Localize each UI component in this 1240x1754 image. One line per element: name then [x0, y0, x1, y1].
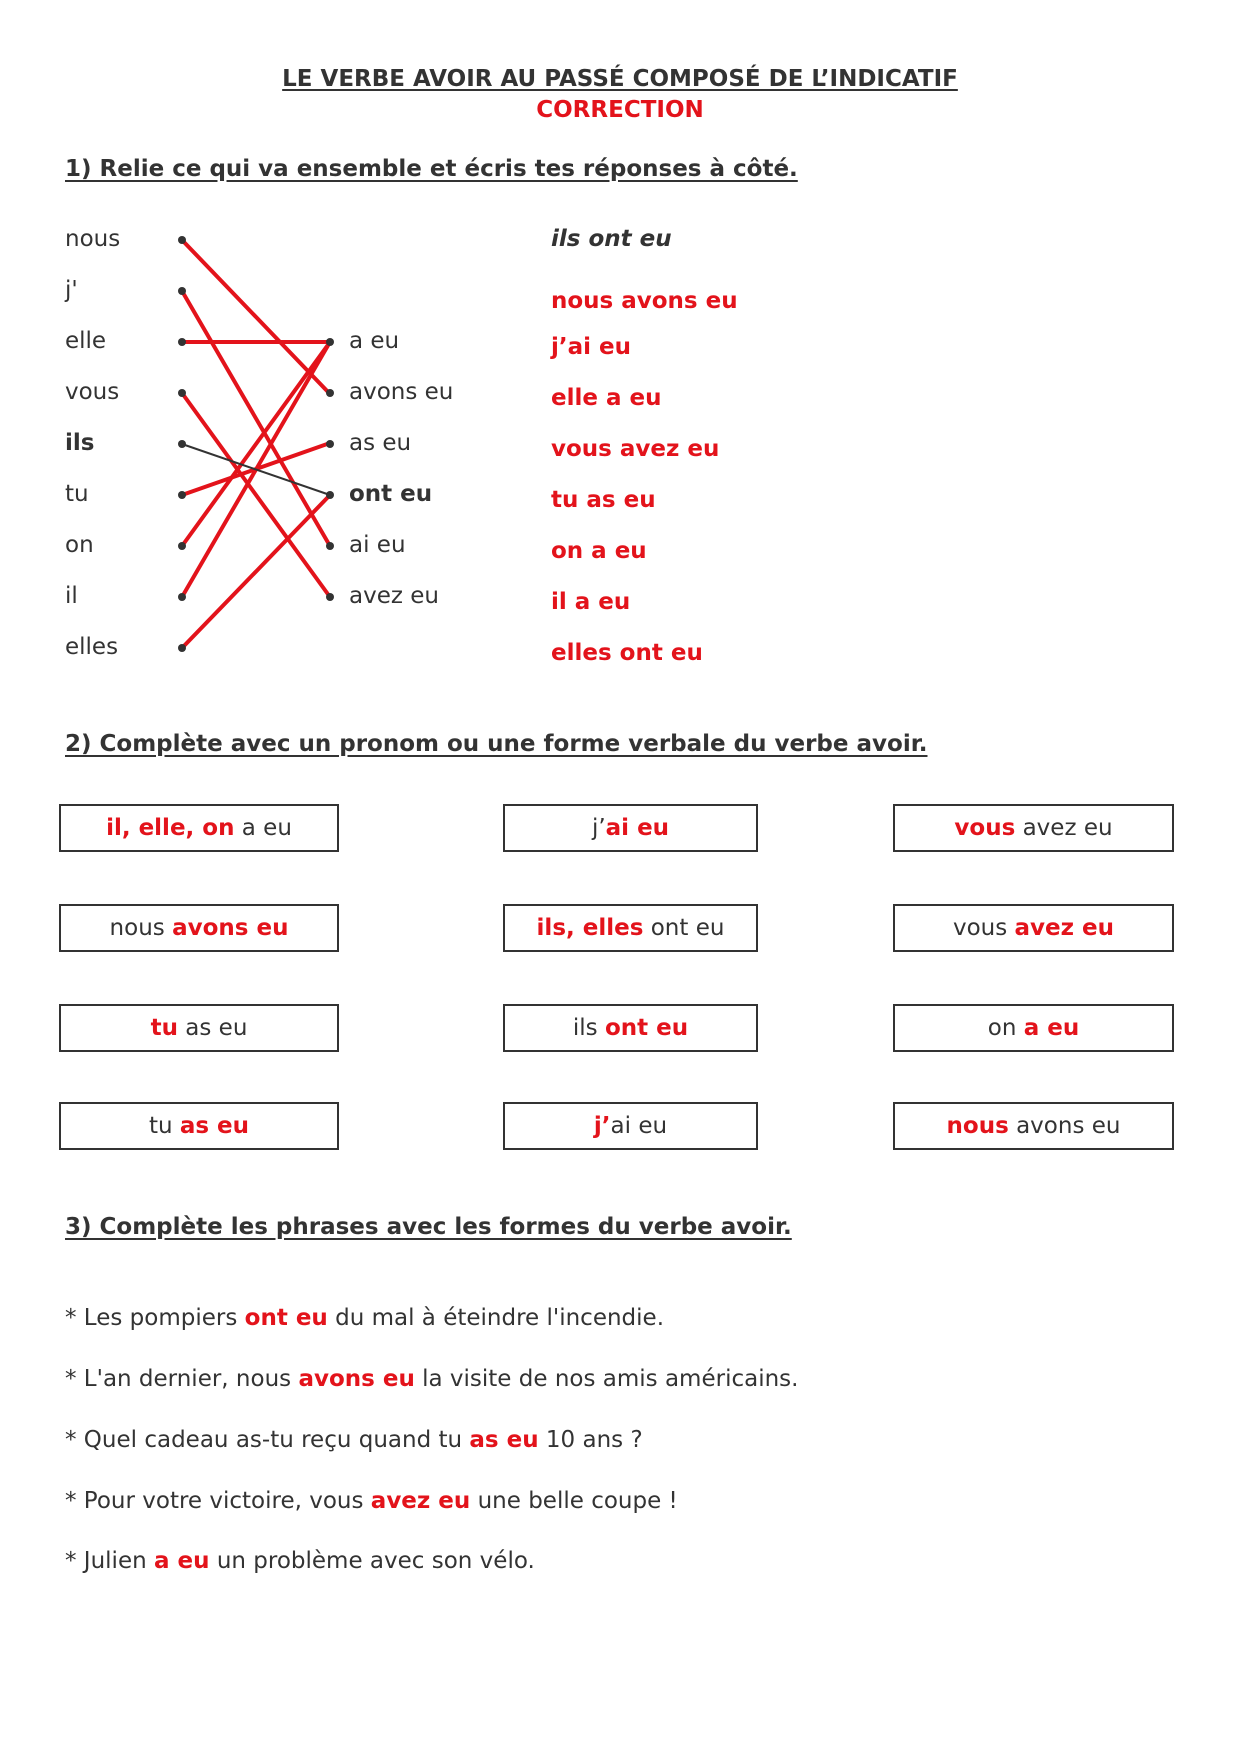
box-answer: ils, elles [536, 915, 644, 941]
verb-dot [326, 491, 334, 499]
sentence-before: * Les pompiers [65, 1305, 245, 1331]
sentence-before: * Pour votre victoire, vous [65, 1488, 371, 1514]
pronoun-dot [178, 338, 186, 346]
pronoun-dot [178, 236, 186, 244]
match-answer: elles ont eu [551, 640, 703, 666]
answer-box [893, 904, 1174, 952]
box-answer: ont eu [604, 1015, 689, 1041]
sentence-answer: avons eu [298, 1366, 415, 1392]
answer-box [59, 1004, 339, 1052]
answer-box [893, 804, 1174, 852]
section-1-heading: 1) Relie ce qui va ensemble et écris tes réponses à côté. [65, 156, 798, 182]
verb-dot [326, 389, 334, 397]
sentence-answer: ont eu [244, 1305, 328, 1331]
pronoun-label: il [65, 583, 78, 609]
section-2-heading: 2) Complète avec un pronom ou une forme verbale du verbe avoir. [65, 731, 928, 757]
sentence-before: * L'an dernier, nous [65, 1366, 299, 1392]
verb-label: ai eu [349, 532, 406, 558]
pronoun-dot [178, 593, 186, 601]
verb-dot [326, 440, 334, 448]
box-given: tu [148, 1113, 180, 1139]
box-answer: vous [954, 815, 1016, 841]
box-given: ils [572, 1015, 605, 1041]
box-given: ai eu [610, 1113, 668, 1139]
sentence-answer: as eu [469, 1427, 539, 1453]
box-given: a eu [234, 815, 292, 841]
verb-label: as eu [349, 430, 412, 456]
box-given: j’ [591, 815, 606, 841]
verb-label: a eu [349, 328, 400, 354]
box-answer: nous [946, 1113, 1009, 1139]
verb-label: avons eu [349, 379, 454, 405]
pronoun-label: ils [65, 430, 95, 456]
pronoun-label: nous [65, 226, 121, 252]
answer-box [503, 1004, 758, 1052]
verb-dot [326, 542, 334, 550]
sentence-after: une belle coupe ! [470, 1488, 678, 1514]
answer-box [59, 1102, 339, 1150]
sentence-answer: a eu [154, 1548, 210, 1574]
sentence-answer: avez eu [370, 1488, 471, 1514]
match-answer: elle a eu [551, 385, 662, 411]
answer-box [503, 904, 758, 952]
answer-box [893, 1004, 1174, 1052]
answer-box [503, 1102, 758, 1150]
pronoun-dot [178, 287, 186, 295]
sentence-after: 10 ans ? [538, 1427, 643, 1453]
match-answer: nous avons eu [551, 288, 738, 314]
pronoun-dot [178, 389, 186, 397]
match-answer: on a eu [551, 538, 647, 564]
match-line-je [182, 291, 330, 546]
sentence [65, 1488, 678, 1514]
answer-box [59, 804, 339, 852]
match-line-vous [182, 393, 330, 597]
answer-box [59, 904, 339, 952]
example-answer: ils ont eu [551, 226, 672, 252]
box-answer: tu [150, 1015, 178, 1041]
sentence-before: * Quel cadeau as-tu reçu quand tu [65, 1427, 470, 1453]
pronoun-dot [178, 491, 186, 499]
sentence-after: du mal à éteindre l'incendie. [327, 1305, 665, 1331]
page-title: LE VERBE AVOIR AU PASSÉ COMPOSÉ DE L’INDICATIF [282, 66, 958, 92]
match-answer: il a eu [551, 589, 631, 615]
box-answer: a eu [1023, 1015, 1080, 1041]
sentence [65, 1305, 664, 1331]
box-answer: as eu [179, 1113, 250, 1139]
answer-box [893, 1102, 1174, 1150]
box-given: vous [952, 915, 1015, 941]
pronoun-label: vous [65, 379, 120, 405]
verb-label: ont eu [349, 481, 433, 507]
sentence [65, 1366, 798, 1392]
sentence [65, 1548, 535, 1574]
box-given: ont eu [643, 915, 725, 941]
box-answer: avez eu [1014, 915, 1115, 941]
match-answer: j’ai eu [551, 334, 632, 360]
match-answer: tu as eu [551, 487, 656, 513]
box-answer: avons eu [172, 915, 289, 941]
box-answer: ai eu [605, 815, 670, 841]
box-given: as eu [177, 1015, 248, 1041]
box-given: avons eu [1008, 1113, 1121, 1139]
sentence [65, 1427, 643, 1453]
pronoun-label: tu [65, 481, 89, 507]
box-given: nous [109, 915, 173, 941]
match-answer: vous avez eu [551, 436, 720, 462]
verb-dot [326, 338, 334, 346]
section-3-heading: 3) Complète les phrases avec les formes du verbe avoir. [65, 1214, 792, 1240]
pronoun-label: j' [65, 277, 78, 303]
pronoun-label: on [65, 532, 94, 558]
box-answer: il, elle, on [106, 815, 235, 841]
verb-label: avez eu [349, 583, 439, 609]
sentence-before: * Julien [65, 1548, 154, 1574]
answer-box [503, 804, 758, 852]
pronoun-label: elle [65, 328, 107, 354]
page-subtitle: CORRECTION [536, 97, 704, 123]
pronoun-dot [178, 440, 186, 448]
sentence-after: la visite de nos amis américains. [414, 1366, 799, 1392]
pronoun-label: elles [65, 634, 119, 660]
sentence-after: un problème avec son vélo. [209, 1548, 535, 1574]
box-given: avez eu [1015, 815, 1113, 841]
pronoun-dot [178, 644, 186, 652]
box-given: on [987, 1015, 1024, 1041]
pronoun-dot [178, 542, 186, 550]
verb-dot [326, 593, 334, 601]
box-answer: j’ [593, 1113, 611, 1139]
